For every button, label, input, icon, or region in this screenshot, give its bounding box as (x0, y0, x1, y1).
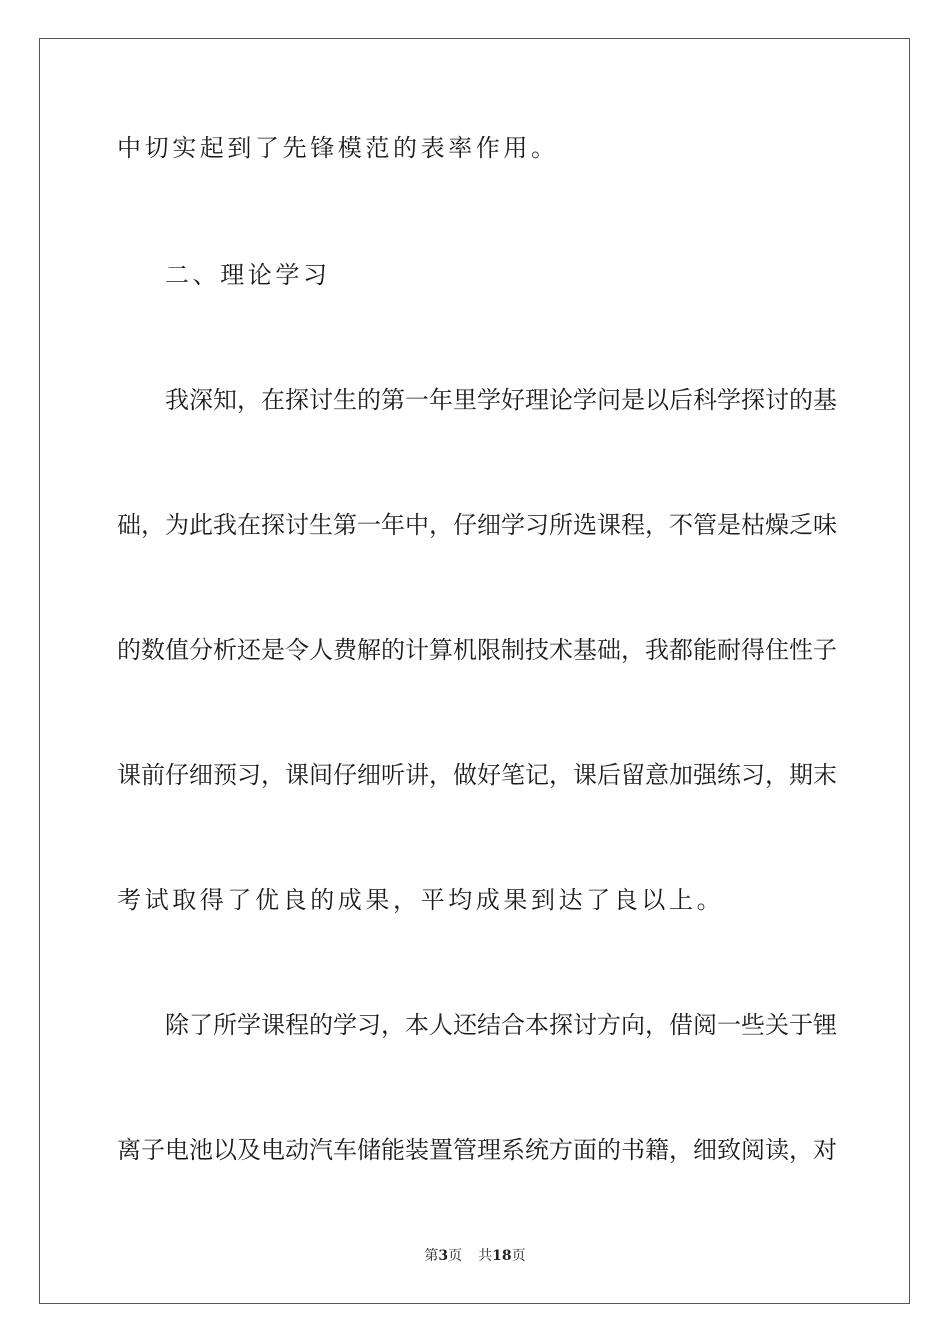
page-prefix: 第 (424, 1248, 439, 1264)
page-suffix: 页 (448, 1248, 463, 1264)
total-pages: 18 (492, 1248, 512, 1264)
total-prefix: 共 (478, 1248, 493, 1264)
total-suffix: 页 (511, 1248, 526, 1264)
page-border (39, 38, 910, 1304)
section-heading: 二、理论学习 (165, 261, 331, 289)
paragraph-line: 除了所学课程的学习，本人还结合本探讨方向，借阅一些关于锂 (165, 1011, 837, 1039)
page-current: 3 (438, 1248, 449, 1264)
paragraph-line: 离子电池以及电动汽车储能装置管理系统方面的书籍，细致阅读，对 (117, 1136, 837, 1164)
paragraph-line: 础，为此我在探讨生第一年中，仔细学习所选课程，不管是枯燥乏味 (117, 511, 837, 539)
paragraph-line: 课前仔细预习，课间仔细听讲，做好笔记，课后留意加强练习，期末 (117, 761, 837, 789)
paragraph-line: 考试取得了优良的成果，平均成果到达了良以上。 (117, 886, 725, 914)
page-footer (0, 1247, 950, 1265)
paragraph-line: 中切实起到了先锋模范的表率作用。 (117, 134, 559, 162)
paragraph-line: 我深知，在探讨生的第一年里学好理论学问是以后科学探讨的基 (165, 386, 837, 414)
paragraph-line: 的数值分析还是令人费解的计算机限制技术基础，我都能耐得住性子 (117, 636, 837, 664)
